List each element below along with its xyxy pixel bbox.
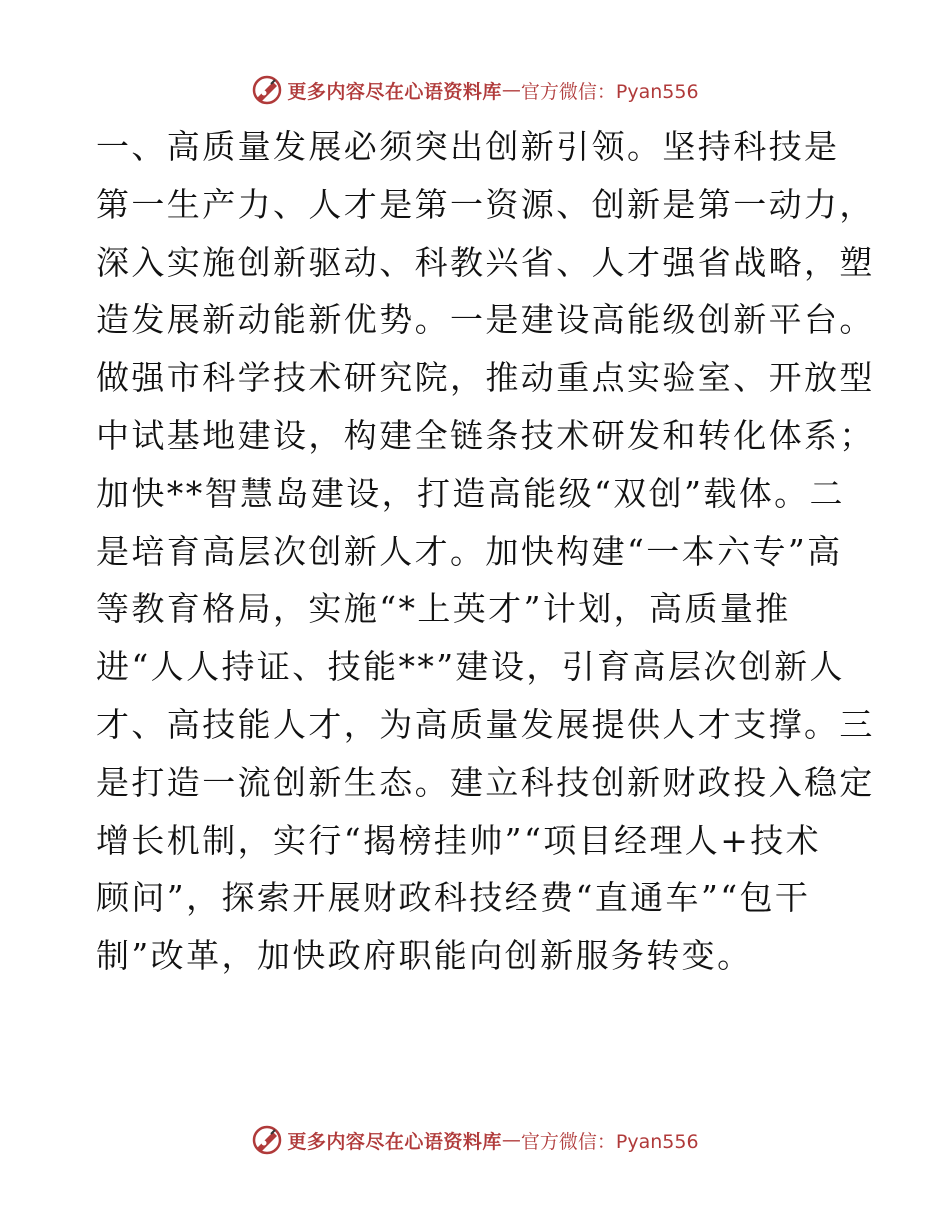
paragraph-line: 顾问”，探索开展财政科技经费“直通车”“包干 (96, 878, 811, 918)
paragraph-line: 进“人人持证、技能**”建设，引育高层次创新人 (96, 647, 845, 687)
paragraph-line: 中试基地建设，构建全链条技术研发和转化体系； (96, 415, 875, 455)
paragraph-line: 一、高质量发展必须突出创新引领。坚持科技是 (96, 127, 840, 166)
header-contact-text: 官方微信：Pyan556 (520, 80, 699, 103)
paragraph-line: 制”改革，加快政府职能向创新服务转变。 (96, 936, 753, 976)
paragraph-line: 做强市科学技术研究院，推动重点实验室、开放型 (96, 358, 875, 398)
footer-separator: — (501, 1129, 521, 1151)
paragraph-line: 加快**智慧岛建设，打造高能级“双创”载体。二 (96, 473, 845, 513)
paragraph-line: 是打造一流创新生态。建立科技创新财政投入稳定 (96, 762, 875, 802)
paragraph-line: 造发展新动能新优势。一是建设高能级创新平台。 (96, 300, 875, 340)
footer-contact-text: 官方微信：Pyan556 (520, 1130, 699, 1153)
document-body (96, 118, 875, 985)
paragraph-line: 是培育高层次创新人才。加快构建“一本六专”高 (96, 531, 843, 571)
header-brand-text: 更多内容尽在心语资料库 (287, 80, 502, 103)
header-separator: — (501, 79, 521, 101)
paragraph-line: 深入实施创新驱动、科教兴省、人才强省战略，塑 (96, 242, 875, 282)
pen-seal-logo-icon (251, 1124, 283, 1156)
pen-seal-logo-icon (251, 74, 283, 106)
paragraph-line: 第一生产力、人才是第一资源、创新是第一动力， (96, 184, 875, 224)
header-banner (0, 70, 950, 110)
footer-banner (0, 1120, 950, 1160)
footer-brand-text: 更多内容尽在心语资料库 (287, 1130, 502, 1153)
paragraph-line: 增长机制，实行“揭榜挂帅”“项目经理人+技术 (96, 820, 822, 860)
paragraph-line: 才、高技能人才，为高质量发展提供人才支撑。三 (96, 704, 875, 744)
paragraph-line: 等教育格局，实施“*上英才”计划，高质量推 (96, 589, 791, 629)
